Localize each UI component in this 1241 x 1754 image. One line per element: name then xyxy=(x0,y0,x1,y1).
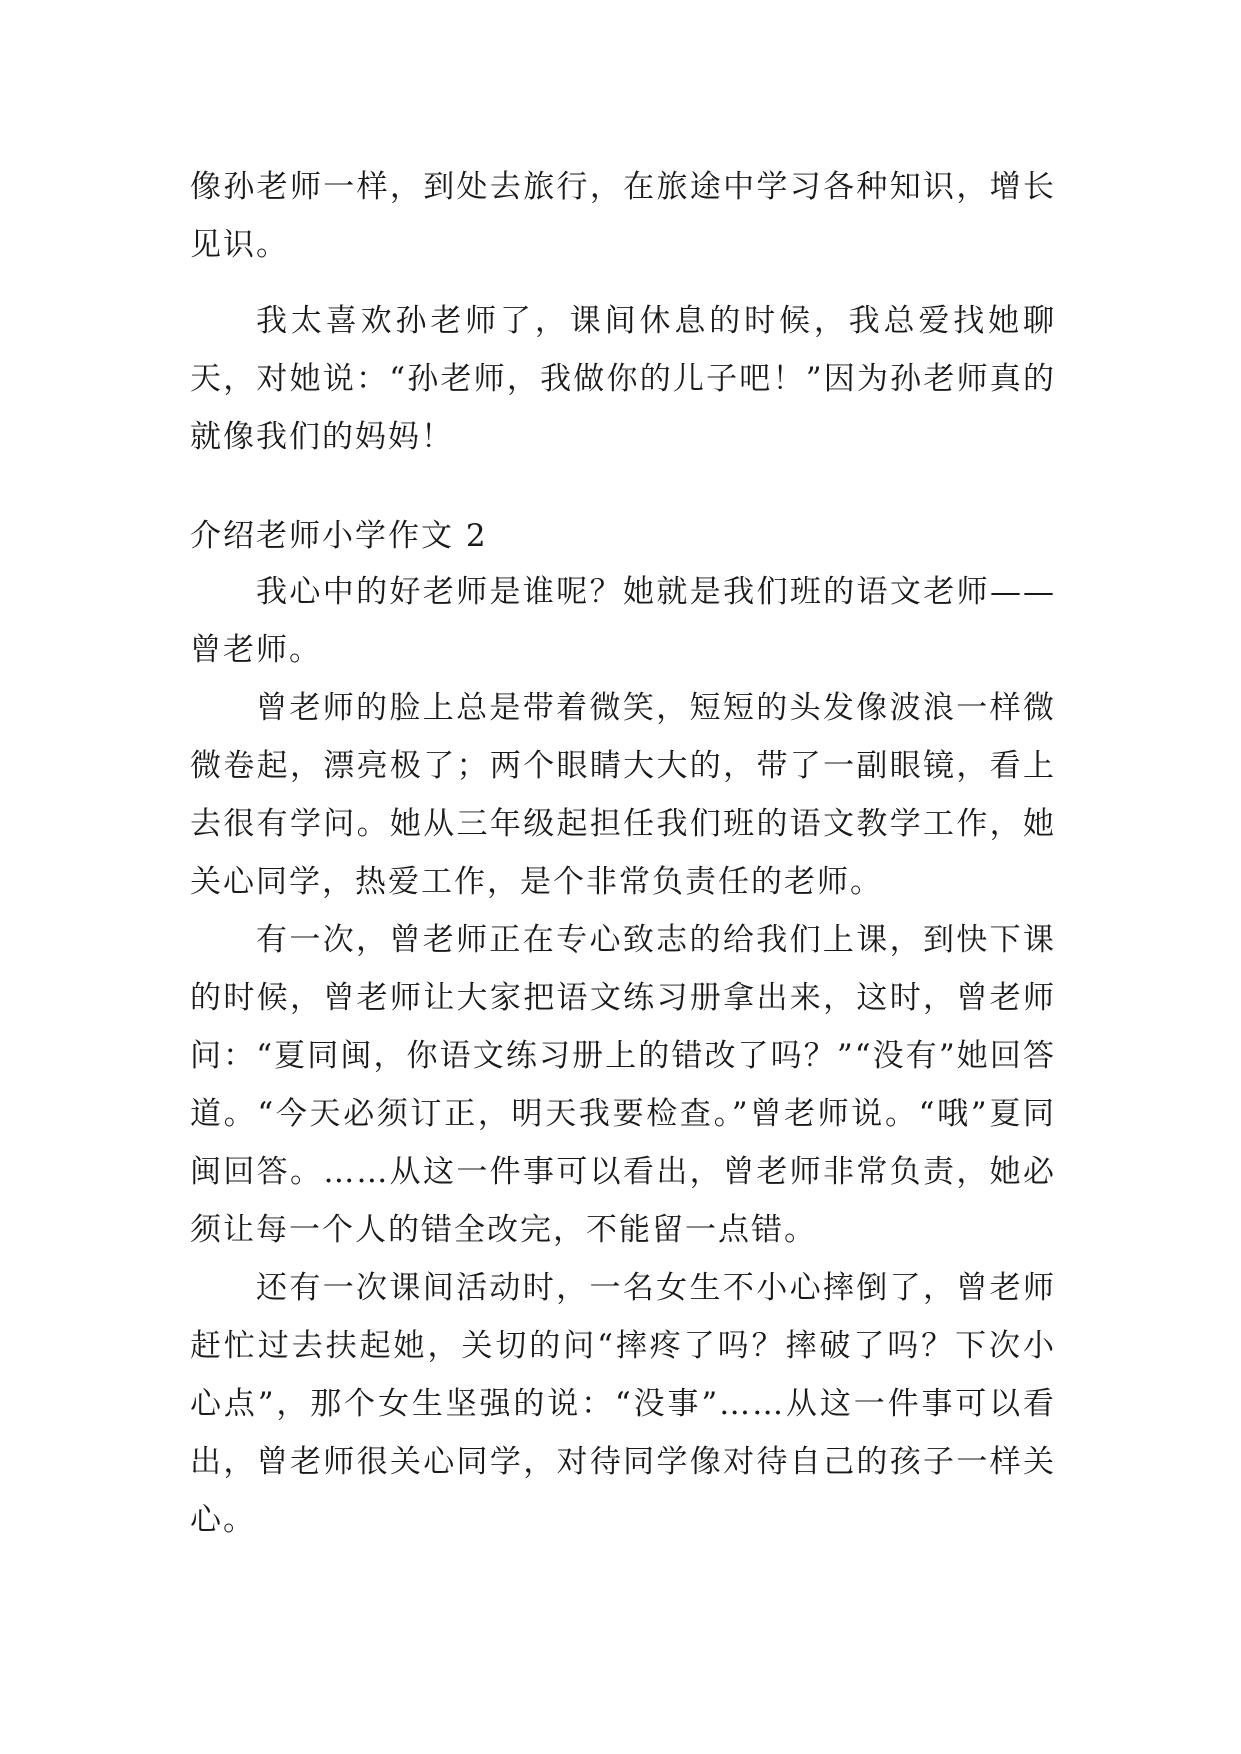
paragraph: 我心中的好老师是谁呢？她就是我们班的语文老师——曾老师。 xyxy=(190,574,1056,668)
paragraph: 我太喜欢孙老师了，课间休息的时候，我总爱找她聊天，对她说：“孙老师，我做你的儿子吧！”因为孙老师真的就像我们的妈妈！ xyxy=(190,303,1056,455)
section2-body xyxy=(190,563,1056,1549)
paragraph-continuation: 像孙老师一样，到处去旅行，在旅途中学习各种知识，增长见识。 xyxy=(190,169,1056,263)
paragraph: 还有一次课间活动时，一名女生不小心摔倒了，曾老师赶忙过去扶起她，关切的问“摔疼了吗？摔破了吗？下次小心点”，那个女生坚强的说：“没事”……从这一件事可以看出，曾老师很关心同学，对待同学像对待自己的孩子一样关心。 xyxy=(190,1270,1056,1538)
paragraph: 有一次，曾老师正在专心致志的给我们上课，到快下课的时候，曾老师让大家把语文练习册拿出来，这时，曾老师问：“夏同闽，你语文练习册上的错改了吗？”“没有”她回答道。“今天必须订正，明天我要检查。”曾老师说。“哦”夏同闽回答。……从这一件事可以看出，曾老师非常负责，她必须让每一个人的错全改完，不能留一点错。 xyxy=(190,922,1056,1248)
paragraph: 曾老师的脸上总是带着微笑，短短的头发像波浪一样微微卷起，漂亮极了；两个眼睛大大的，带了一副眼镜，看上去很有学问。她从三年级起担任我们班的语文教学工作，她关心同学，热爱工作，是个非常负责任的老师。 xyxy=(190,690,1056,900)
section-title: 介绍老师小学作文 2 xyxy=(190,518,488,554)
section1-body xyxy=(190,158,1056,466)
